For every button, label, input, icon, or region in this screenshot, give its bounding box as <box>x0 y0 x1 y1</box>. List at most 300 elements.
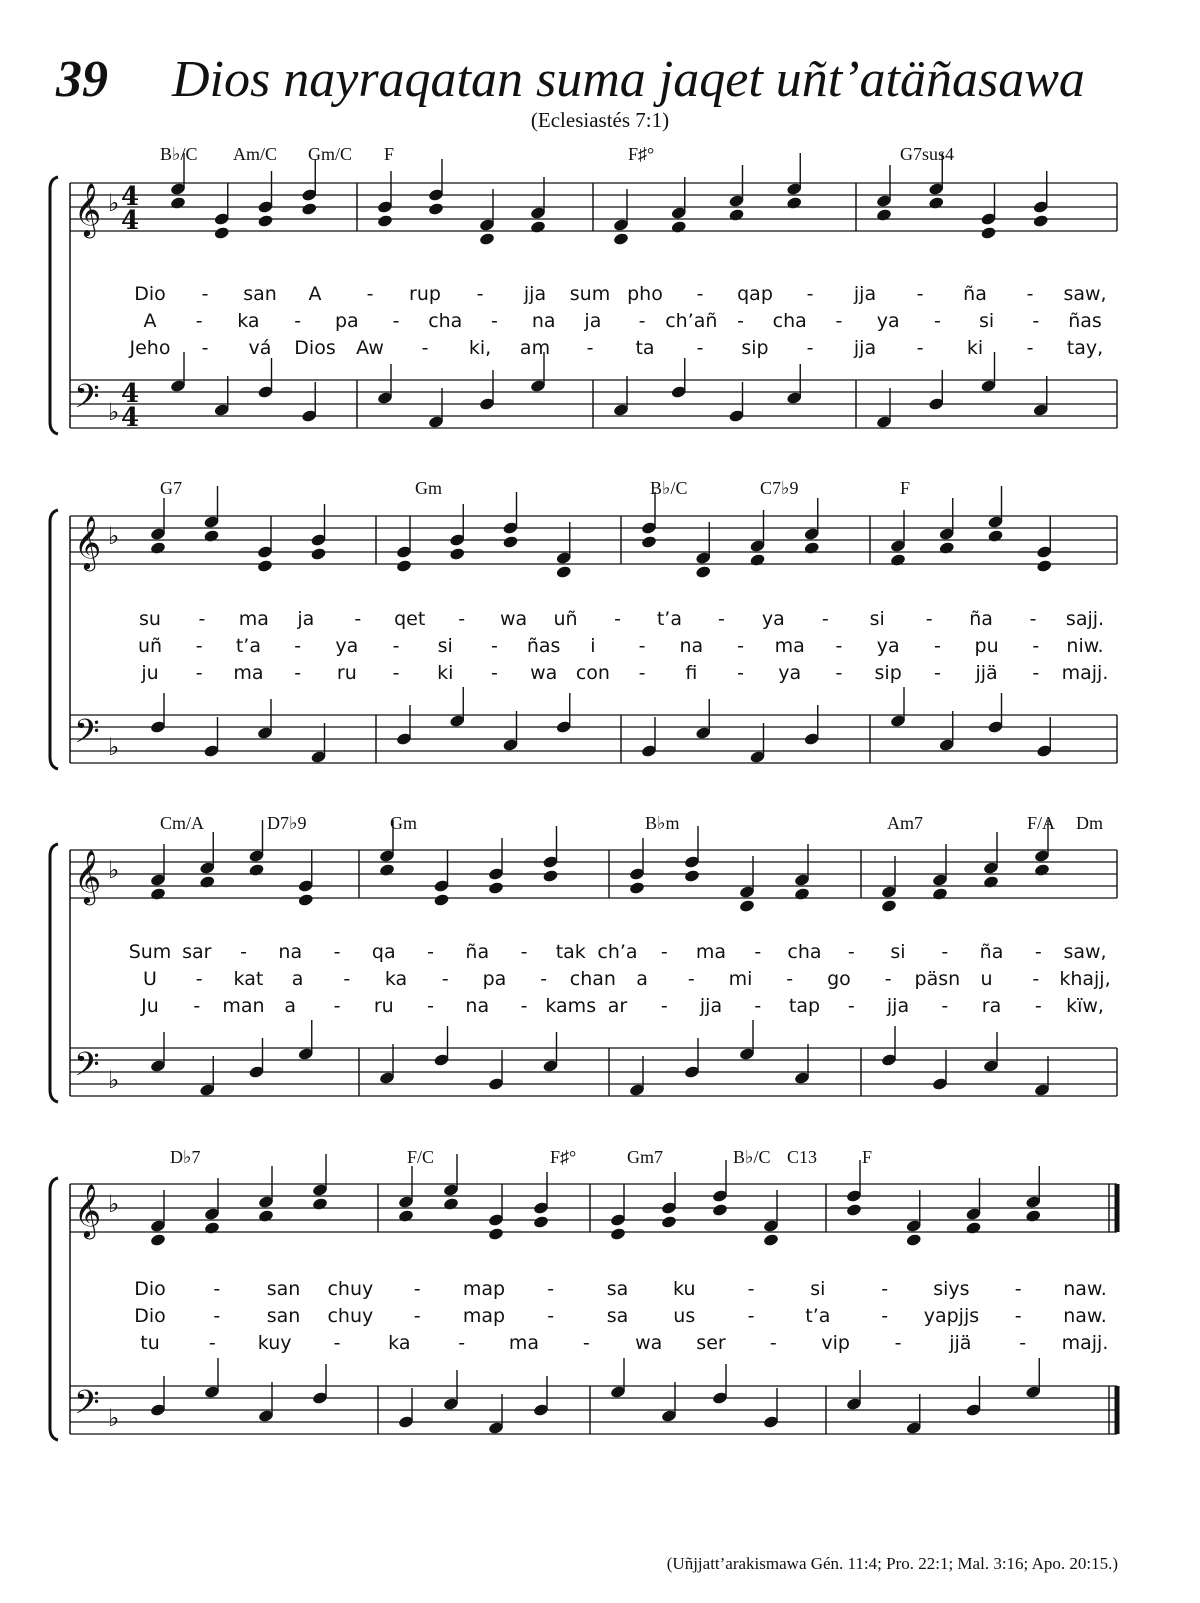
hymn-title: Dios nayraqatan suma jaqet uñt’atäñasawa <box>172 51 1085 108</box>
lyric-hyphen: - <box>881 1305 889 1327</box>
chord-symbol: C13 <box>787 1147 818 1167</box>
lyric-hyphen: - <box>421 337 429 359</box>
lyric-hyphen: - <box>1032 968 1040 990</box>
lyric-syllable: Dio <box>134 1278 166 1300</box>
lyric-syllable: si <box>890 941 906 963</box>
chord-symbol: F/A <box>1027 813 1056 833</box>
chord-symbol: Am/C <box>233 144 278 164</box>
treble-clef: 𝄞 <box>74 1183 102 1237</box>
note-head <box>803 541 820 555</box>
lyric-hyphen: - <box>835 310 843 332</box>
treble-clef: 𝄞 <box>74 182 102 236</box>
system-2 <box>50 478 1117 769</box>
hymn-number: 39 <box>56 51 108 108</box>
lyric-syllable: ta <box>635 337 655 359</box>
lyric-syllable: map <box>462 1278 506 1300</box>
lyric-hyphen: - <box>884 968 892 990</box>
lyric-hyphen: - <box>413 1278 421 1300</box>
lyric-syllable: Jeho <box>129 337 171 359</box>
lyric-syllable: wa <box>500 608 528 630</box>
note-head <box>610 1227 627 1241</box>
lyric-syllable: si <box>437 635 453 657</box>
time-signature-numerator: 4 <box>120 182 140 212</box>
lyric-hyphen: - <box>333 941 341 963</box>
lyric-hyphen: - <box>925 608 933 630</box>
note-head <box>846 1203 863 1217</box>
note-head <box>170 196 187 210</box>
lyric-hyphen: - <box>1029 608 1037 630</box>
lyric-syllable: Aw <box>356 337 384 359</box>
lyric-syllable: pa <box>482 968 507 990</box>
lyric-hyphen: - <box>806 337 814 359</box>
lyric-syllable: jja <box>853 283 877 305</box>
lyric-syllable: päsn <box>914 968 961 990</box>
lyric-hyphen: - <box>547 1278 555 1300</box>
note-head <box>641 535 658 549</box>
note-head <box>150 541 167 555</box>
lyric-hyphen: - <box>491 310 498 332</box>
lyric-hyphen: - <box>687 968 695 990</box>
lyric-hyphen: - <box>1032 662 1040 684</box>
key-signature-flat: ♭ <box>108 189 120 217</box>
note-head <box>613 232 630 246</box>
chord-symbol: G7sus4 <box>900 144 955 164</box>
lyric-hyphen: - <box>195 968 203 990</box>
lyric-hyphen: - <box>1032 635 1040 657</box>
note-head <box>428 202 445 216</box>
chord-symbol: Gm <box>415 478 442 498</box>
lyric-hyphen: - <box>427 995 434 1017</box>
note-head <box>965 1221 982 1235</box>
lyric-syllable: ser <box>696 1332 726 1354</box>
lyric-syllable: Dio <box>134 1305 166 1327</box>
chord-symbol: F♯° <box>550 1147 577 1167</box>
treble-clef: 𝄞 <box>74 849 102 903</box>
key-signature-flat: ♭ <box>108 1190 120 1218</box>
lyric-syllable: sip <box>741 337 769 359</box>
note-head <box>980 226 997 240</box>
chord-symbol: Gm <box>390 813 417 833</box>
lyric-hyphen: - <box>1014 1305 1022 1327</box>
lyric-hyphen: - <box>806 283 814 305</box>
lyric-syllable: si <box>810 1278 826 1300</box>
chord-symbol: F <box>384 144 395 164</box>
note-head <box>379 863 396 877</box>
lyric-hyphen: - <box>193 995 201 1017</box>
note-head <box>712 1203 729 1217</box>
system-bracket <box>50 510 58 769</box>
lyric-syllable: mi <box>728 968 753 990</box>
note-head <box>987 529 1004 543</box>
lyric-syllable: ju <box>141 662 159 684</box>
lyric-hyphen: - <box>1014 1278 1022 1300</box>
note-head <box>502 535 519 549</box>
note-head <box>312 1197 329 1211</box>
lyric-syllable: ar <box>607 995 628 1017</box>
lyric-syllable: ya <box>761 608 785 630</box>
key-signature-flat: ♭ <box>108 1066 120 1094</box>
lyric-hyphen: - <box>343 968 351 990</box>
lyric-syllable: ja <box>297 608 315 630</box>
lyric-hyphen: - <box>614 608 621 630</box>
note-head <box>204 1221 221 1235</box>
lyric-syllable: a <box>636 968 648 990</box>
note-head <box>488 881 505 895</box>
lyric-syllable: ña <box>465 941 490 963</box>
lyric-syllable: jja <box>853 337 877 359</box>
lyric-hyphen: - <box>1026 337 1034 359</box>
lyric-syllable: uñ <box>137 635 163 657</box>
lyric-hyphen: - <box>941 941 949 963</box>
lyric-syllable: sar <box>182 941 212 963</box>
lyric-hyphen: - <box>737 635 744 657</box>
chord-symbol: C7♭9 <box>760 478 799 498</box>
note-head <box>794 887 811 901</box>
lyric-syllable: man <box>222 995 265 1017</box>
system-1 <box>50 144 1117 434</box>
lyric-syllable: qa <box>371 941 396 963</box>
lyric-hyphen: - <box>540 968 548 990</box>
lyric-hyphen: - <box>696 283 704 305</box>
note-head <box>530 220 547 234</box>
lyric-syllable: Dios <box>294 337 336 359</box>
lyric-hyphen: - <box>717 608 725 630</box>
note-head <box>542 869 559 883</box>
note-head <box>629 881 646 895</box>
note-head <box>203 529 220 543</box>
note-head <box>488 1227 505 1241</box>
note-head <box>433 893 450 907</box>
lyric-syllable: naw. <box>1063 1278 1107 1300</box>
bass-clef: 𝄢 <box>74 1046 100 1092</box>
lyric-syllable: ka <box>384 968 408 990</box>
lyric-syllable: ña <box>963 283 987 305</box>
lyric-syllable: qet <box>394 608 426 630</box>
note-head <box>876 208 893 222</box>
lyric-syllable: ma <box>238 608 269 630</box>
lyric-hyphen: - <box>847 995 855 1017</box>
lyric-syllable: wa <box>635 1332 663 1354</box>
lyric-syllable: na <box>465 995 490 1017</box>
lyric-syllable: jjä <box>975 662 998 684</box>
lyric-syllable: ña <box>969 608 993 630</box>
lyric-hyphen: - <box>201 283 209 305</box>
note-head <box>301 202 318 216</box>
lyric-hyphen: - <box>195 662 203 684</box>
note-head <box>555 565 572 579</box>
lyric-syllable: saw, <box>1063 941 1107 963</box>
lyric-syllable: A <box>308 283 322 305</box>
lyric-hyphen: - <box>547 1305 555 1327</box>
note-head <box>449 547 466 561</box>
lyric-syllable: A <box>143 310 157 332</box>
chord-symbol: D7♭9 <box>267 813 307 833</box>
note-head <box>1034 863 1051 877</box>
lyric-syllable: Sum <box>128 941 172 963</box>
lyric-syllable: ka <box>388 1332 411 1354</box>
lyric-syllable: rup <box>409 283 441 305</box>
lyric-syllable: kams <box>545 995 597 1017</box>
lyric-hyphen: - <box>520 941 528 963</box>
lyric-hyphen: - <box>427 941 434 963</box>
lyric-syllable: pa <box>334 310 359 332</box>
lyric-hyphen: - <box>747 1278 755 1300</box>
lyric-hyphen: - <box>660 941 668 963</box>
lyric-syllable: Ju <box>141 995 159 1017</box>
lyric-syllable: ma <box>508 1332 540 1354</box>
lyric-syllable: t’a <box>235 635 261 657</box>
note-head <box>661 1215 678 1229</box>
lyric-hyphen: - <box>638 310 646 332</box>
lyric-hyphen: - <box>737 310 744 332</box>
lyric-syllable: sa <box>606 1305 629 1327</box>
note-head <box>257 214 274 228</box>
lyric-hyphen: - <box>1034 995 1042 1017</box>
note-head <box>695 565 712 579</box>
note-head <box>881 899 898 913</box>
lyric-syllable: ya <box>778 662 802 684</box>
key-signature-flat: ♭ <box>108 522 120 550</box>
lyric-hyphen: - <box>754 995 762 1017</box>
note-head <box>890 553 907 567</box>
lyric-hyphen: - <box>747 1305 755 1327</box>
lyric-syllable: sip <box>874 662 902 684</box>
lyric-hyphen: - <box>881 1278 889 1300</box>
lyric-syllable: us <box>673 1305 696 1327</box>
lyric-syllable: san <box>266 1305 301 1327</box>
lyric-hyphen: - <box>333 1332 341 1354</box>
lyric-hyphen: - <box>213 1305 221 1327</box>
lyric-syllable: pu <box>974 635 999 657</box>
lyric-hyphen: - <box>458 1332 466 1354</box>
lyric-syllable: kat <box>233 968 264 990</box>
lyric-syllable: jja <box>699 995 723 1017</box>
lyric-hyphen: - <box>737 662 744 684</box>
chord-symbol: B♭/C <box>160 144 198 164</box>
chord-symbol: D♭7 <box>170 1147 201 1167</box>
key-signature-flat: ♭ <box>108 856 120 884</box>
system-bracket <box>50 844 58 1102</box>
note-head <box>258 1209 275 1223</box>
lyric-syllable: u <box>980 968 993 990</box>
lyric-syllable: ku <box>673 1278 696 1300</box>
lyric-hyphen: - <box>1032 310 1040 332</box>
note-head <box>533 1215 550 1229</box>
lyric-syllable: ch’añ <box>665 310 718 332</box>
lyric-hyphen: - <box>366 283 374 305</box>
note-head <box>763 1233 780 1247</box>
lyric-hyphen: - <box>1034 941 1042 963</box>
note-head <box>213 226 230 240</box>
lyric-hyphen: - <box>933 310 941 332</box>
bass-clef: 𝄢 <box>74 1384 100 1430</box>
chord-symbol: Am7 <box>887 813 923 833</box>
note-head <box>786 196 803 210</box>
note-head <box>1036 559 1053 573</box>
lyric-syllable: go <box>827 968 851 990</box>
note-head <box>670 220 687 234</box>
lyric-syllable: qap <box>737 283 773 305</box>
lyric-hyphen: - <box>294 310 302 332</box>
lyric-syllable: si <box>869 608 885 630</box>
note-head <box>396 559 413 573</box>
lyric-syllable: am <box>519 337 551 359</box>
bass-clef: 𝄢 <box>74 378 100 424</box>
key-signature-flat: ♭ <box>108 398 120 426</box>
lyric-hyphen: - <box>638 662 646 684</box>
lyric-syllable: chan <box>569 968 616 990</box>
lyric-hyphen: - <box>195 635 203 657</box>
lyric-hyphen: - <box>638 635 646 657</box>
lyric-hyphen: - <box>392 635 400 657</box>
bass-clef: 𝄢 <box>74 713 100 759</box>
lyric-syllable: kïw, <box>1066 995 1104 1017</box>
time-signature-numerator: 4 <box>120 379 140 409</box>
chord-symbol: F/C <box>407 1147 435 1167</box>
note-head <box>932 887 949 901</box>
key-signature-flat: ♭ <box>108 733 120 761</box>
lyric-hyphen: - <box>660 995 668 1017</box>
lyric-syllable: t’a <box>805 1305 831 1327</box>
lyric-syllable: sum <box>569 283 611 305</box>
lyric-syllable: ma <box>774 635 805 657</box>
time-signature-denominator: 4 <box>120 403 140 433</box>
lyric-syllable: ma <box>695 941 727 963</box>
lyric-syllable: Dio <box>134 283 166 305</box>
lyric-syllable: chuy <box>327 1305 374 1327</box>
lyric-syllable: siys <box>933 1278 970 1300</box>
lyric-hyphen: - <box>240 941 247 963</box>
chord-symbol: Cm/A <box>160 813 205 833</box>
lyric-syllable: pho <box>627 283 663 305</box>
lyric-hyphen: - <box>392 310 400 332</box>
lyric-syllable: majj. <box>1061 662 1109 684</box>
note-head <box>377 214 394 228</box>
lyric-hyphen: - <box>195 310 203 332</box>
lyric-syllable: tap <box>788 995 821 1017</box>
chord-symbol: F <box>900 478 911 498</box>
lyric-hyphen: - <box>491 635 498 657</box>
lyric-syllable: ki <box>437 662 454 684</box>
lyric-syllable: jja <box>886 995 910 1017</box>
lyric-hyphen: - <box>916 283 924 305</box>
lyric-syllable: san <box>266 1278 301 1300</box>
note-head <box>297 893 314 907</box>
lyric-syllable: ya <box>335 635 359 657</box>
lyric-hyphen: - <box>786 968 794 990</box>
note-head <box>1032 214 1049 228</box>
system-bracket <box>50 177 58 434</box>
lyric-syllable: vip <box>821 1332 850 1354</box>
lyric-syllable: U <box>143 968 157 990</box>
lyric-syllable: ka <box>237 310 260 332</box>
footer-references: (Uñjjatt’arakismawa Gén. 11:4; Pro. 22:1; Mal. 3:16; Apo. 20:15.) <box>666 1554 1118 1573</box>
note-head <box>749 553 766 567</box>
lyric-syllable: kuy <box>257 1332 292 1354</box>
time-signature-denominator: 4 <box>120 206 140 236</box>
lyric-syllable: majj. <box>1061 1332 1109 1354</box>
chord-symbol: B♭/C <box>733 1147 771 1167</box>
lyric-syllable: chuy <box>327 1278 374 1300</box>
lyric-hyphen: - <box>413 1305 421 1327</box>
note-head <box>938 541 955 555</box>
note-head <box>310 547 327 561</box>
lyric-hyphen: - <box>847 941 855 963</box>
note-head <box>248 863 265 877</box>
lyric-hyphen: - <box>582 1332 590 1354</box>
lyric-hyphen: - <box>933 662 941 684</box>
lyric-hyphen: - <box>821 608 829 630</box>
lyric-syllable: si <box>978 310 995 332</box>
lyric-hyphen: - <box>754 941 762 963</box>
lyric-hyphen: - <box>491 662 498 684</box>
lyric-hyphen: - <box>294 662 302 684</box>
lyric-syllable: sajj. <box>1065 608 1105 630</box>
lyric-syllable: i <box>590 635 596 657</box>
lyric-syllable: ñas <box>1068 310 1102 332</box>
key-signature-flat: ♭ <box>108 1404 120 1432</box>
lyric-hyphen: - <box>769 1332 777 1354</box>
note-head <box>257 559 274 573</box>
lyric-syllable: cha <box>787 941 822 963</box>
lyric-syllable: ya <box>876 310 900 332</box>
lyric-hyphen: - <box>441 968 449 990</box>
lyric-hyphen: - <box>476 283 484 305</box>
lyric-syllable: na <box>679 635 704 657</box>
lyric-hyphen: - <box>1026 283 1034 305</box>
lyric-syllable: ña <box>979 941 1004 963</box>
lyric-syllable: na <box>531 310 556 332</box>
lyric-syllable: ki, <box>468 337 492 359</box>
lyric-syllable: tu <box>140 1332 160 1354</box>
lyric-syllable: ja <box>584 310 602 332</box>
lyric-syllable: saw, <box>1063 283 1107 305</box>
note-head <box>739 899 756 913</box>
lyric-hyphen: - <box>458 608 466 630</box>
lyric-syllable: uñ <box>553 608 578 630</box>
lyric-syllable: t’a <box>656 608 683 630</box>
lyric-syllable: su <box>139 608 161 630</box>
note-head <box>728 208 745 222</box>
chord-symbol: Gm/C <box>308 144 353 164</box>
treble-clef: 𝄞 <box>74 515 102 569</box>
lyric-syllable: a <box>284 995 297 1017</box>
chord-symbol: F <box>862 1147 873 1167</box>
note-head <box>905 1233 922 1247</box>
lyric-hyphen: - <box>392 662 400 684</box>
system-4 <box>50 1147 1117 1440</box>
lyric-syllable: tak <box>555 941 586 963</box>
lyric-syllable: a <box>291 968 304 990</box>
lyric-syllable: ra <box>981 995 1002 1017</box>
lyric-hyphen: - <box>941 995 949 1017</box>
lyric-syllable: niw. <box>1066 635 1104 657</box>
lyric-hyphen: - <box>333 995 341 1017</box>
lyric-syllable: sa <box>606 1278 629 1300</box>
system-bracket <box>50 1178 58 1440</box>
lyric-syllable: ch’a <box>597 941 638 963</box>
lyric-syllable: ñas <box>526 635 561 657</box>
lyric-syllable: fi <box>685 662 698 684</box>
lyric-hyphen: - <box>201 337 209 359</box>
note-head <box>199 875 216 889</box>
note-head <box>928 196 945 210</box>
lyric-syllable: ma <box>233 662 264 684</box>
lyric-syllable: ru <box>336 662 357 684</box>
lyric-syllable: cha <box>428 310 463 332</box>
lyric-syllable: na <box>278 941 303 963</box>
lyric-syllable: vá <box>248 337 272 359</box>
